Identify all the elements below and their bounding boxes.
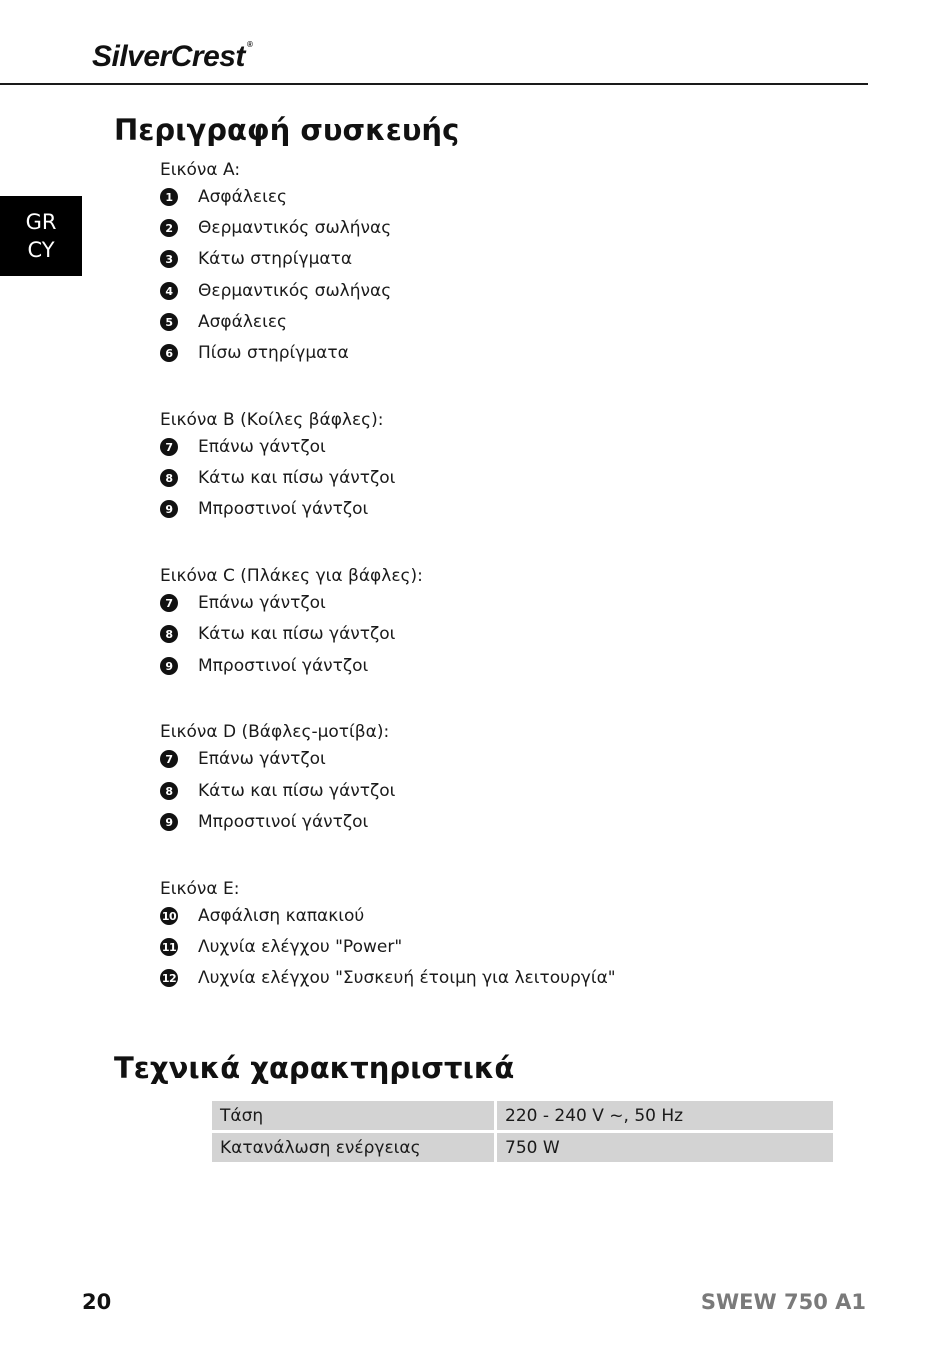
list-item	[160, 968, 616, 988]
item-number-badge: 2	[160, 219, 178, 237]
item-label: Ασφάλειες	[198, 187, 287, 207]
list-item	[160, 906, 364, 926]
list-item	[160, 937, 402, 957]
spec-name: Κατανάλωση ενέργειας	[212, 1133, 497, 1162]
item-label: Επάνω γάντζοι	[198, 437, 326, 457]
list-item	[160, 812, 368, 832]
list-item	[160, 749, 326, 769]
item-label: Ασφάλειες	[198, 312, 287, 332]
list-item	[160, 468, 395, 488]
item-number-badge: 7	[160, 438, 178, 456]
item-label: Ασφάλιση καπακιού	[198, 906, 365, 926]
item-label: Κάτω και πίσω γάντζοι	[198, 781, 396, 801]
item-number-badge: 12	[160, 969, 178, 987]
item-number-badge: 4	[160, 282, 178, 300]
spec-table	[212, 1098, 833, 1165]
spec-value: 220 - 240 V ~, 50 Hz	[497, 1101, 833, 1130]
language-tab	[0, 196, 82, 276]
item-number-badge: 9	[160, 657, 178, 675]
lang-code-gr: GR	[25, 210, 57, 234]
list-item	[160, 343, 349, 363]
section-title-technical-data: Τεχνικά χαρακτηριστικά	[114, 1051, 515, 1085]
list-item	[160, 187, 287, 207]
header-rule	[0, 83, 868, 85]
item-number-badge: 3	[160, 250, 178, 268]
item-label: Λυχνία ελέγχου "Power"	[198, 937, 403, 957]
item-number-badge: 1	[160, 188, 178, 206]
item-label: Θερμαντικός σωλήνας	[198, 281, 392, 301]
model-number: SWEW 750 A1	[700, 1290, 866, 1314]
item-label: Επάνω γάντζοι	[198, 593, 326, 613]
list-item	[160, 312, 287, 332]
list-item	[160, 593, 326, 613]
spec-value: 750 W	[497, 1133, 833, 1162]
item-label: Κάτω και πίσω γάντζοι	[198, 468, 396, 488]
lang-code-cy: CY	[27, 238, 55, 262]
item-label: Πίσω στηρίγματα	[198, 343, 349, 363]
section-title-description: Περιγραφή συσκευής	[114, 113, 460, 147]
brand-logo: SilverCrest ®	[92, 40, 253, 73]
item-label: Κάτω στηρίγματα	[198, 249, 353, 269]
item-number-badge: 8	[160, 469, 178, 487]
figure-caption: Εικόνα A:	[160, 160, 241, 180]
item-label: Μπροστινοί γάντζοι	[198, 499, 369, 519]
list-item	[160, 249, 352, 269]
item-number-badge: 9	[160, 500, 178, 518]
list-item	[160, 656, 368, 676]
item-label: Κάτω και πίσω γάντζοι	[198, 624, 396, 644]
list-item	[160, 624, 395, 644]
table-row	[212, 1101, 833, 1130]
item-label: Θερμαντικός σωλήνας	[198, 218, 392, 238]
figure-caption: Εικόνα E:	[160, 879, 240, 899]
figure-caption: Εικόνα B (Κοίλες βάφλες):	[160, 410, 384, 430]
figure-caption: Εικόνα C (Πλάκες για βάφλες):	[160, 566, 423, 586]
list-item	[160, 499, 368, 519]
list-item	[160, 281, 391, 301]
item-number-badge: 8	[160, 625, 178, 643]
item-number-badge: 9	[160, 813, 178, 831]
list-item	[160, 218, 391, 238]
item-label: Λυχνία ελέγχου "Συσκευή έτοιμη για λειτουργία"	[198, 968, 616, 988]
item-number-badge: 6	[160, 344, 178, 362]
item-label: Μπροστινοί γάντζοι	[198, 656, 369, 676]
page-number: 20	[82, 1290, 112, 1314]
item-number-badge: 8	[160, 782, 178, 800]
figure-caption: Εικόνα D (Βάφλες-μοτίβα):	[160, 722, 390, 742]
list-item	[160, 781, 395, 801]
table-row	[212, 1133, 833, 1162]
item-number-badge: 11	[160, 938, 178, 956]
item-number-badge: 5	[160, 313, 178, 331]
item-number-badge: 7	[160, 594, 178, 612]
item-label: Επάνω γάντζοι	[198, 749, 326, 769]
spec-name: Τάση	[212, 1101, 497, 1130]
item-number-badge: 10	[160, 907, 178, 925]
item-label: Μπροστινοί γάντζοι	[198, 812, 369, 832]
list-item	[160, 437, 326, 457]
item-number-badge: 7	[160, 750, 178, 768]
